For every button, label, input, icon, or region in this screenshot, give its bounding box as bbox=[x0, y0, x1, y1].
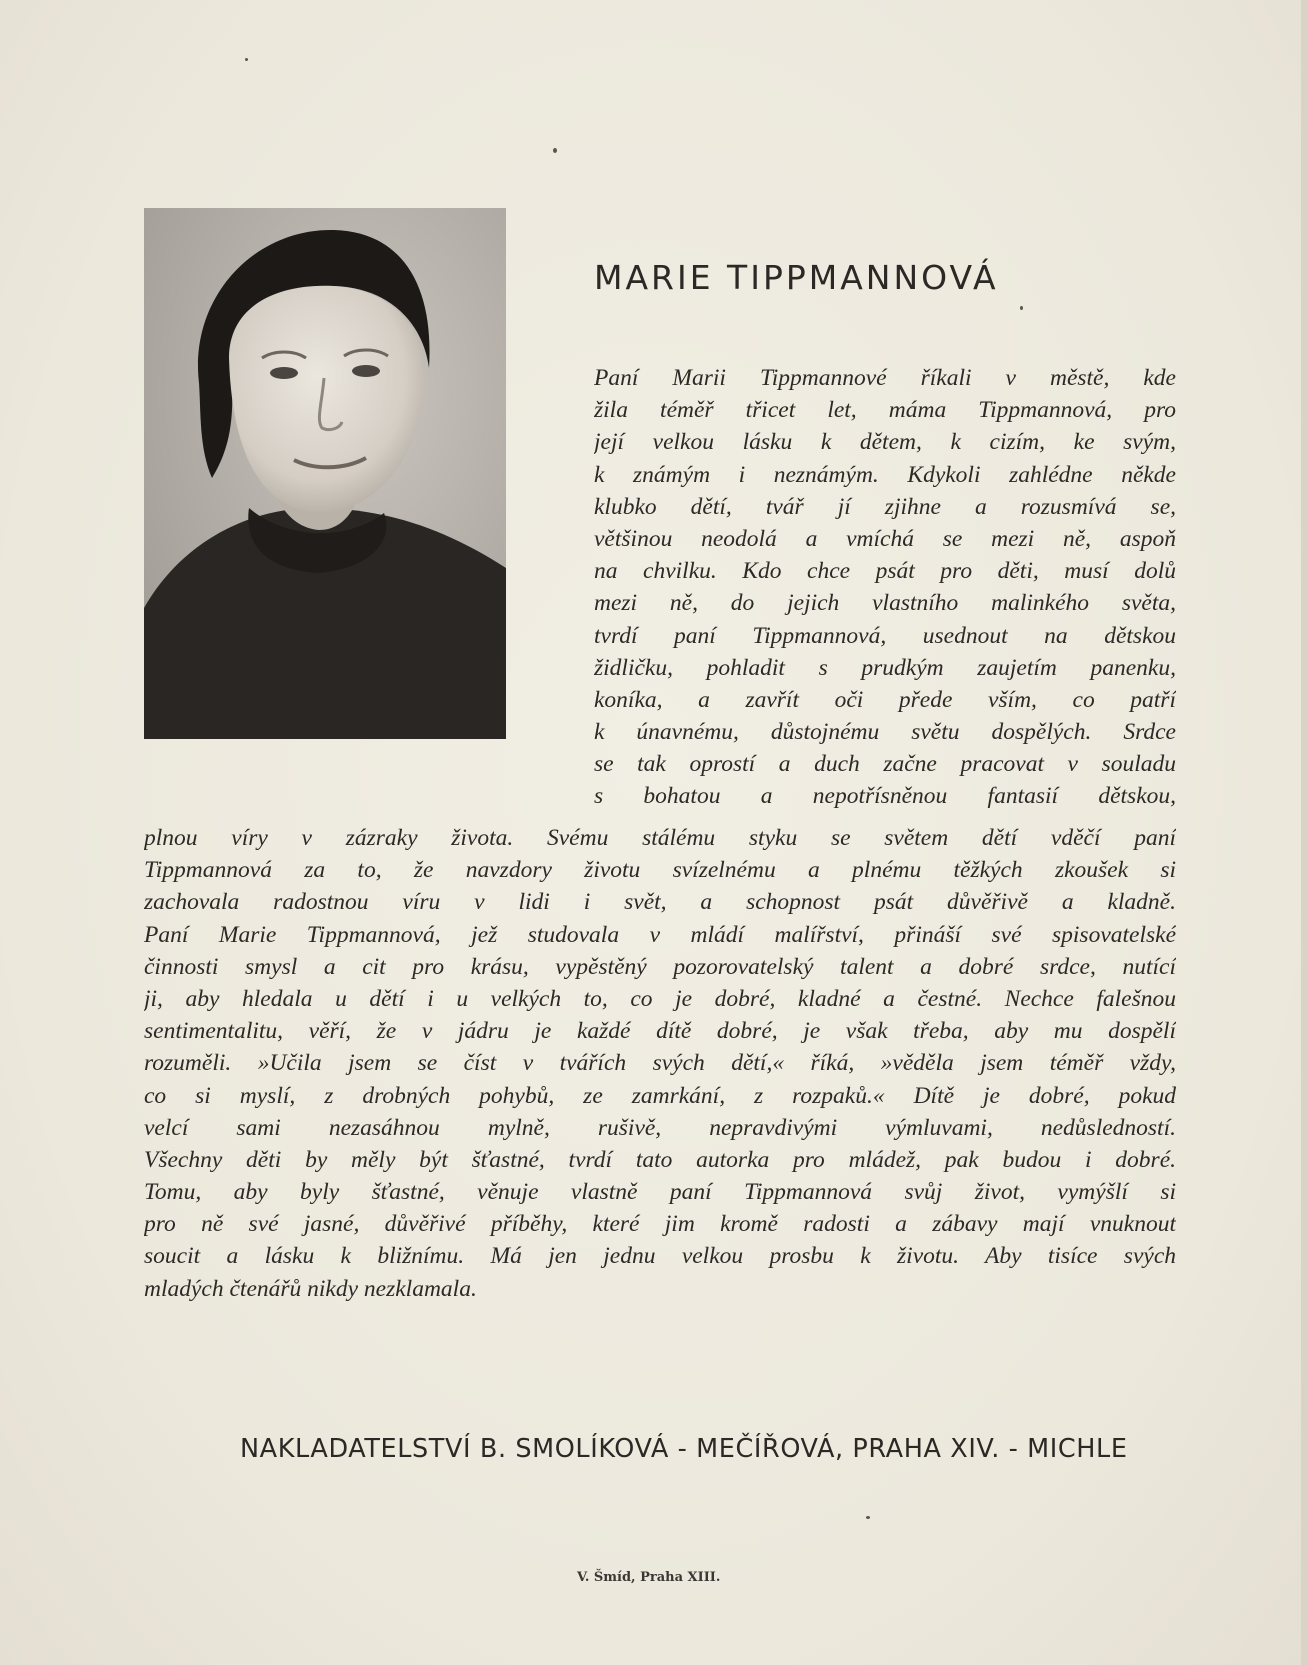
bio-text-line: Tippmannová za to, že navzdory životu svízelnému a plnému těžkých zkoušek si bbox=[144, 857, 1176, 884]
bio-text-line: mezi ně, do jejich vlastního malinkého světa, bbox=[594, 590, 1176, 617]
printer-imprint: V. Šmíd, Praha XIII. bbox=[577, 1570, 721, 1585]
bio-text-line: činnosti smysl a cit pro krásu, vypěstěný pozorovatelský talent a dobré srdce, nutící bbox=[144, 953, 1176, 980]
bio-text-line: Paní Marie Tippmannová, jež studovala v mládí malířství, přináší své spisovatelské bbox=[144, 921, 1176, 948]
paper-speck bbox=[1020, 306, 1023, 310]
bio-text-line: Všechny děti by měly být šťastné, tvrdí tato autorka pro mládež, pak budou i dobré. bbox=[144, 1146, 1176, 1173]
bio-text-line: soucit a lásku k bližnímu. Má jen jednu velkou prosbu k životu. Aby tisíce svých bbox=[144, 1243, 1176, 1270]
paper-speck bbox=[245, 58, 248, 61]
bio-text-line: ji, aby hledala u dětí i u velkých to, co je dobré, kladné a čestné. Nechce falešnou bbox=[144, 985, 1176, 1012]
bio-text-line: rozuměli. »Učila jsem se číst v tvářích svých dětí,« říká, »věděla jsem téměř vždy, bbox=[144, 1050, 1176, 1077]
publisher-imprint: NAKLADATELSTVÍ B. SMOLÍKOVÁ - MEČÍŘOVÁ, PRAHA XIV. - MICHLE bbox=[240, 1434, 1128, 1464]
bio-text-line: pro ně své jasné, důvěřivé příběhy, které jim kromě radosti a zábavy mají vnuknout bbox=[144, 1211, 1176, 1238]
bio-text-line: sentimentalitu, věří, že v jádru je každé dítě dobré, je však třeba, aby mu dospělí bbox=[144, 1018, 1176, 1045]
bio-text-line: židličku, pohladit s prudkým zaujetím panenku, bbox=[594, 654, 1176, 681]
bio-text-line: klubko dětí, tvář jí zjihne a rozusmívá se, bbox=[594, 493, 1176, 520]
bio-text-line: s bohatou a nepotřísněnou fantasií dětskou, bbox=[594, 783, 1176, 810]
bio-text-line: Paní Marii Tippmannové říkali v městě, kde bbox=[594, 365, 1176, 391]
paper-speck bbox=[866, 1516, 870, 1519]
bio-text-line: se tak oprostí a duch začne pracovat v souladu bbox=[594, 751, 1176, 778]
bio-text-line: koníka, a zavřít oči přede vším, co patří bbox=[594, 686, 1176, 713]
author-bio-column bbox=[594, 362, 1176, 813]
author-name-heading: MARIE TIPPMANNOVÁ bbox=[594, 258, 999, 297]
bio-text-line: k známým i neznámým. Kdykoli zahlédne někde bbox=[594, 461, 1176, 488]
author-bio-full-width bbox=[144, 822, 1176, 1305]
bio-text-line: plnou víry v zázraky života. Svému stálému styku se světem dětí vděčí paní bbox=[144, 825, 1176, 851]
paper-speck bbox=[553, 148, 557, 153]
bio-text-line: žila téměř třicet let, máma Tippmannová, pro bbox=[594, 397, 1176, 424]
bio-text-line: zachovala radostnou víru v lidi i svět, a schopnost psát důvěřivě a kladně. bbox=[144, 889, 1176, 916]
bio-text-line: její velkou lásku k dětem, k cizím, ke svým, bbox=[594, 429, 1176, 456]
bio-text-line: na chvilku. Kdo chce psát pro děti, musí dolů bbox=[594, 558, 1176, 585]
bio-text-line: většinou neodolá a vmíchá se mezi ně, aspoň bbox=[594, 525, 1176, 552]
author-portrait-photo bbox=[144, 208, 506, 739]
bio-text-line: Tomu, aby byly šťastné, věnuje vlastně paní Tippmannová svůj život, vymýšlí si bbox=[144, 1179, 1176, 1206]
author-portrait-image bbox=[144, 208, 506, 739]
bio-text-line: k únavnému, důstojnému světu dospělých. Srdce bbox=[594, 719, 1176, 746]
bio-text-line: mladých čtenářů nikdy nezklamala. bbox=[144, 1275, 477, 1302]
bio-text-line: velcí sami nezasáhnou mylně, rušivě, nepravdivými výmluvami, nedůsledností. bbox=[144, 1114, 1176, 1141]
bio-text-line: tvrdí paní Tippmannová, usednout na dětskou bbox=[594, 622, 1176, 649]
bio-text-line: co si myslí, z drobných pohybů, ze zamrkání, z rozpaků.« Dítě je dobré, pokud bbox=[144, 1082, 1176, 1109]
